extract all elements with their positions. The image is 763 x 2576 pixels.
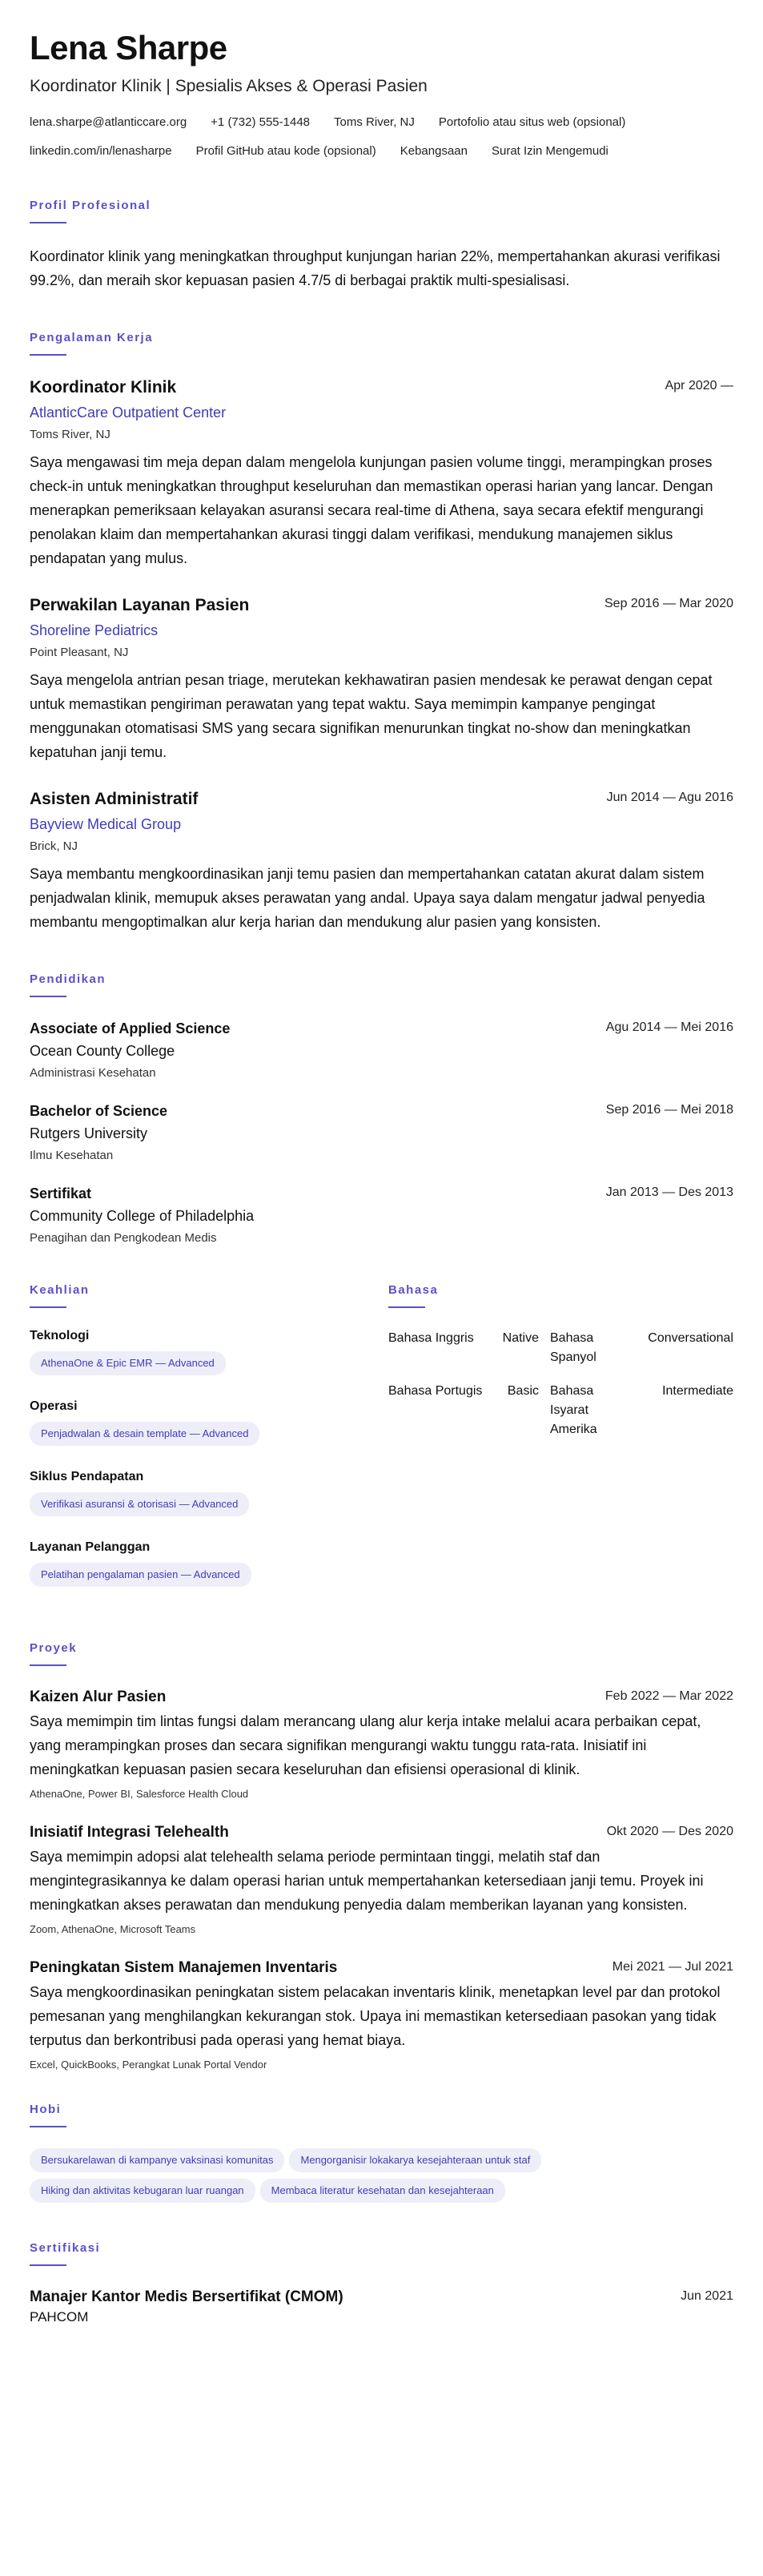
education-section	[30, 972, 733, 1245]
section-divider	[30, 2126, 66, 2127]
profile-section	[30, 199, 733, 292]
section-divider	[30, 996, 66, 997]
education-entry	[30, 1018, 733, 1080]
education-field: Ilmu Kesehatan	[30, 1149, 114, 1163]
job-date: Apr 2020 —	[665, 379, 733, 393]
certification-date: Jun 2021	[681, 2289, 733, 2304]
section-title: Hobi	[30, 2103, 62, 2117]
job-company: AtlanticCare Outpatient Center	[30, 405, 227, 421]
job-location: Toms River, NJ	[30, 428, 110, 442]
job-title: Asisten Administratif	[30, 790, 199, 809]
candidate-headline: Koordinator Klinik | Spesialis Akses & Operasi Pasien	[30, 77, 428, 96]
language-level: Conversational	[648, 1331, 733, 1346]
project-date: Mei 2021 — Jul 2021	[612, 1960, 733, 1974]
project-date: Feb 2022 — Mar 2022	[604, 1689, 733, 1704]
project-entry	[30, 1687, 733, 1800]
project-tech: Excel, QuickBooks, Perangkat Lunak Portal Vendor	[30, 2059, 267, 2071]
experience-section	[30, 331, 733, 934]
job-location: Point Pleasant, NJ	[30, 646, 129, 660]
job-title: Koordinator Klinik	[30, 378, 177, 397]
job-description: Saya mengawasi tim meja depan dalam mengelola kunjungan pasien volume tinggi, merampingkan proses check-in untuk meningkatkan throughput keseluruhan dan memastikan operasi harian yang lancar. Dengan menerapkan pemeriksaan kelayakan asuransi secara real-time di Athena, saya secara efektif mengurangi penolakan klaim dan mempertahankan akurasi tinggi dalam verifikasi, mendukung manajemen siklus pendapatan yang mulus.	[30, 454, 713, 567]
job-entry	[30, 788, 733, 934]
project-description: Saya mengkoordinasikan peningkatan sistem pelacakan inventaris klinik, menetapkan level par dan protokol pemesanan yang menghilangkan kekurangan stok. Upaya ini memastikan ketersediaan pasokan yang tidak terputus dan berkontribusi pada operasi yang hemat biaya.	[30, 1984, 721, 2049]
contact-list	[30, 114, 733, 160]
projects-section	[30, 1641, 733, 2071]
skill-group	[30, 1399, 366, 1452]
job-description: Saya membantu mengkoordinasikan janji temu pasien dan mempertahankan catatan akurat dalam sistem penjadwalan klinik, memupuk akses perawatan yang andal. Upaya saya dalam mengatur jadwal penyedia membantu mengoptimalkan alur kerja harian dan mendukung alur pasien yang konsisten.	[30, 866, 705, 931]
language-level: Intermediate	[662, 1384, 733, 1399]
skill-chip: Penjadwalan & desain template — Advanced	[30, 1422, 259, 1446]
language-name: Bahasa Inggris	[388, 1331, 474, 1346]
contact-email[interactable]: lena.sharpe@atlanticcare.org	[30, 115, 187, 130]
skill-chip: Verifikasi asuransi & otorisasi — Advanced	[30, 1492, 249, 1516]
project-tech: Zoom, AthenaOne, Microsoft Teams	[30, 1923, 196, 1936]
skill-group	[30, 1329, 366, 1382]
skill-category: Operasi	[30, 1399, 78, 1414]
section-title: Profil Profesional	[30, 199, 151, 213]
certifications-section	[30, 2241, 733, 2325]
job-description: Saya mengelola antrian pesan triage, merutekan kekhawatiran pasien mendesak ke perawat dengan cepat untuk memastikan pengiriman perawatan yang tepat waktu. Saya memimpin kampanye pengingat menggunakan otomatisasi SMS yang secara signifikan menurunkan tingkat no-show dan meningkatkan kepatuhan janji temu.	[30, 672, 713, 761]
certification-issuer: PAHCOM	[30, 2309, 89, 2325]
education-date: Jan 2013 — Des 2013	[605, 1185, 733, 1200]
project-title: Kaizen Alur Pasien	[30, 1688, 167, 1706]
education-entry	[30, 1183, 733, 1245]
language-name: Bahasa Portugis	[388, 1384, 483, 1399]
language-name: Bahasa Isyarat Amerika	[550, 1384, 597, 1437]
section-title: Bahasa	[388, 1283, 439, 1298]
project-title: Inisiatif Integrasi Telehealth	[30, 1824, 229, 1841]
education-degree: Bachelor of Science	[30, 1103, 168, 1120]
section-title: Keahlian	[30, 1283, 90, 1298]
hobby-chip: Bersukarelawan di kampanye vaksinasi komunitas	[30, 2148, 284, 2172]
skill-group	[30, 1540, 366, 1593]
project-description: Saya memimpin tim lintas fungsi dalam merancang ulang alur kerja intake melalui acara perbaikan cepat, yang merampingkan proses dan secara signifikan mengurangi waktu tunggu rata-rata. Inisiatif ini meningkatkan kepuasan pasien secara keseluruhan dan efisiensi operasional di klinik.	[30, 1713, 701, 1778]
section-divider	[30, 2264, 66, 2266]
section-divider	[30, 1664, 66, 1666]
certification-name: Manajer Kantor Medis Bersertifikat (CMOM)	[30, 2288, 343, 2306]
skills-section	[30, 1283, 366, 1611]
language-level: Basic	[507, 1384, 539, 1399]
education-field: Penagihan dan Pengkodean Medis	[30, 1231, 217, 1246]
skill-category: Layanan Pelanggan	[30, 1540, 151, 1555]
candidate-name: Lena Sharpe	[30, 29, 227, 66]
section-title: Pengalaman Kerja	[30, 331, 154, 345]
section-title: Sertifikasi	[30, 2241, 101, 2256]
contact-linkedin[interactable]: linkedin.com/in/lenasharpe	[30, 144, 172, 159]
hobby-list	[30, 2148, 702, 2209]
section-title: Proyek	[30, 1641, 78, 1656]
job-title: Perwakilan Layanan Pasien	[30, 596, 250, 615]
job-entry	[30, 376, 733, 570]
hobby-chip: Membaca literatur kesehatan dan kesejahteraan	[260, 2179, 505, 2203]
skill-category: Teknologi	[30, 1329, 90, 1343]
job-date: Jun 2014 — Agu 2016	[606, 791, 733, 805]
project-description: Saya memimpin adopsi alat telehealth selama periode permintaan tinggi, melatih staf dan mengintegrasikannya ke dalam operasi harian untuk mempertahankan ketersediaan janji temu. Proyek ini meningkatkan akses perawatan dan mendukung penyedia dalam memberikan layanan yang konsisten.	[30, 1849, 704, 1914]
certification-entry	[30, 2287, 733, 2325]
skill-group	[30, 1470, 366, 1523]
project-entry	[30, 1958, 733, 2071]
education-field: Administrasi Kesehatan	[30, 1066, 156, 1081]
project-tech: AthenaOne, Power BI, Salesforce Health Cloud	[30, 1788, 249, 1801]
hobbies-section	[30, 2103, 733, 2209]
language-grid	[388, 1329, 733, 1439]
section-divider	[388, 1306, 425, 1308]
hobby-chip: Mengorganisir lokakarya kesejahteraan untuk staf	[289, 2148, 541, 2172]
skill-chip: Pelatihan pengalaman pasien — Advanced	[30, 1563, 251, 1587]
skill-category: Siklus Pendapatan	[30, 1470, 144, 1484]
language-level: Native	[502, 1331, 539, 1346]
resume-header	[30, 29, 733, 160]
job-date: Sep 2016 — Mar 2020	[604, 597, 733, 611]
profile-summary: Koordinator klinik yang meningkatkan throughput kunjungan harian 22%, mempertahankan akurasi verifikasi 99.2%, dan meraih skor kepuasan pasien 4.7/5 di berbagai praktik multi-spesialisasi.	[30, 248, 721, 289]
contact-location: Toms River, NJ	[334, 115, 415, 130]
section-divider	[30, 1306, 66, 1308]
job-entry	[30, 594, 733, 764]
education-degree: Associate of Applied Science	[30, 1020, 231, 1037]
education-school: Ocean County College	[30, 1043, 175, 1060]
job-company: Shoreline Pediatrics	[30, 622, 159, 639]
contact-phone[interactable]: +1 (732) 555-1448	[211, 115, 311, 130]
job-location: Brick, NJ	[30, 839, 78, 854]
education-entry	[30, 1101, 733, 1162]
contact-portfolio[interactable]: Portofolio atau situs web (opsional)	[438, 115, 626, 130]
education-date: Sep 2016 — Mei 2018	[605, 1103, 733, 1117]
education-date: Agu 2014 — Mei 2016	[605, 1020, 733, 1035]
section-title: Pendidikan	[30, 972, 106, 987]
job-company: Bayview Medical Group	[30, 816, 182, 833]
contact-nationality: Kebangsaan	[400, 144, 468, 159]
hobby-chip: Hiking dan aktivitas kebugaran luar ruangan	[30, 2179, 255, 2203]
contact-drivers-license: Surat Izin Mengemudi	[491, 144, 608, 159]
project-entry	[30, 1822, 733, 1935]
contact-github[interactable]: Profil GitHub atau kode (opsional)	[195, 144, 376, 159]
section-divider	[30, 222, 66, 223]
language-name: Bahasa Spanyol	[550, 1331, 596, 1365]
skill-chip: AthenaOne & Epic EMR — Advanced	[30, 1351, 226, 1375]
education-degree: Sertifikat	[30, 1185, 92, 1202]
project-title: Peningkatan Sistem Manajemen Inventaris	[30, 1959, 338, 1977]
section-divider	[30, 354, 66, 356]
education-school: Community College of Philadelphia	[30, 1208, 255, 1225]
skills-languages-row	[30, 1283, 733, 1611]
project-date: Okt 2020 — Des 2020	[606, 1825, 733, 1839]
education-school: Rutgers University	[30, 1125, 148, 1142]
languages-section	[388, 1283, 733, 1611]
